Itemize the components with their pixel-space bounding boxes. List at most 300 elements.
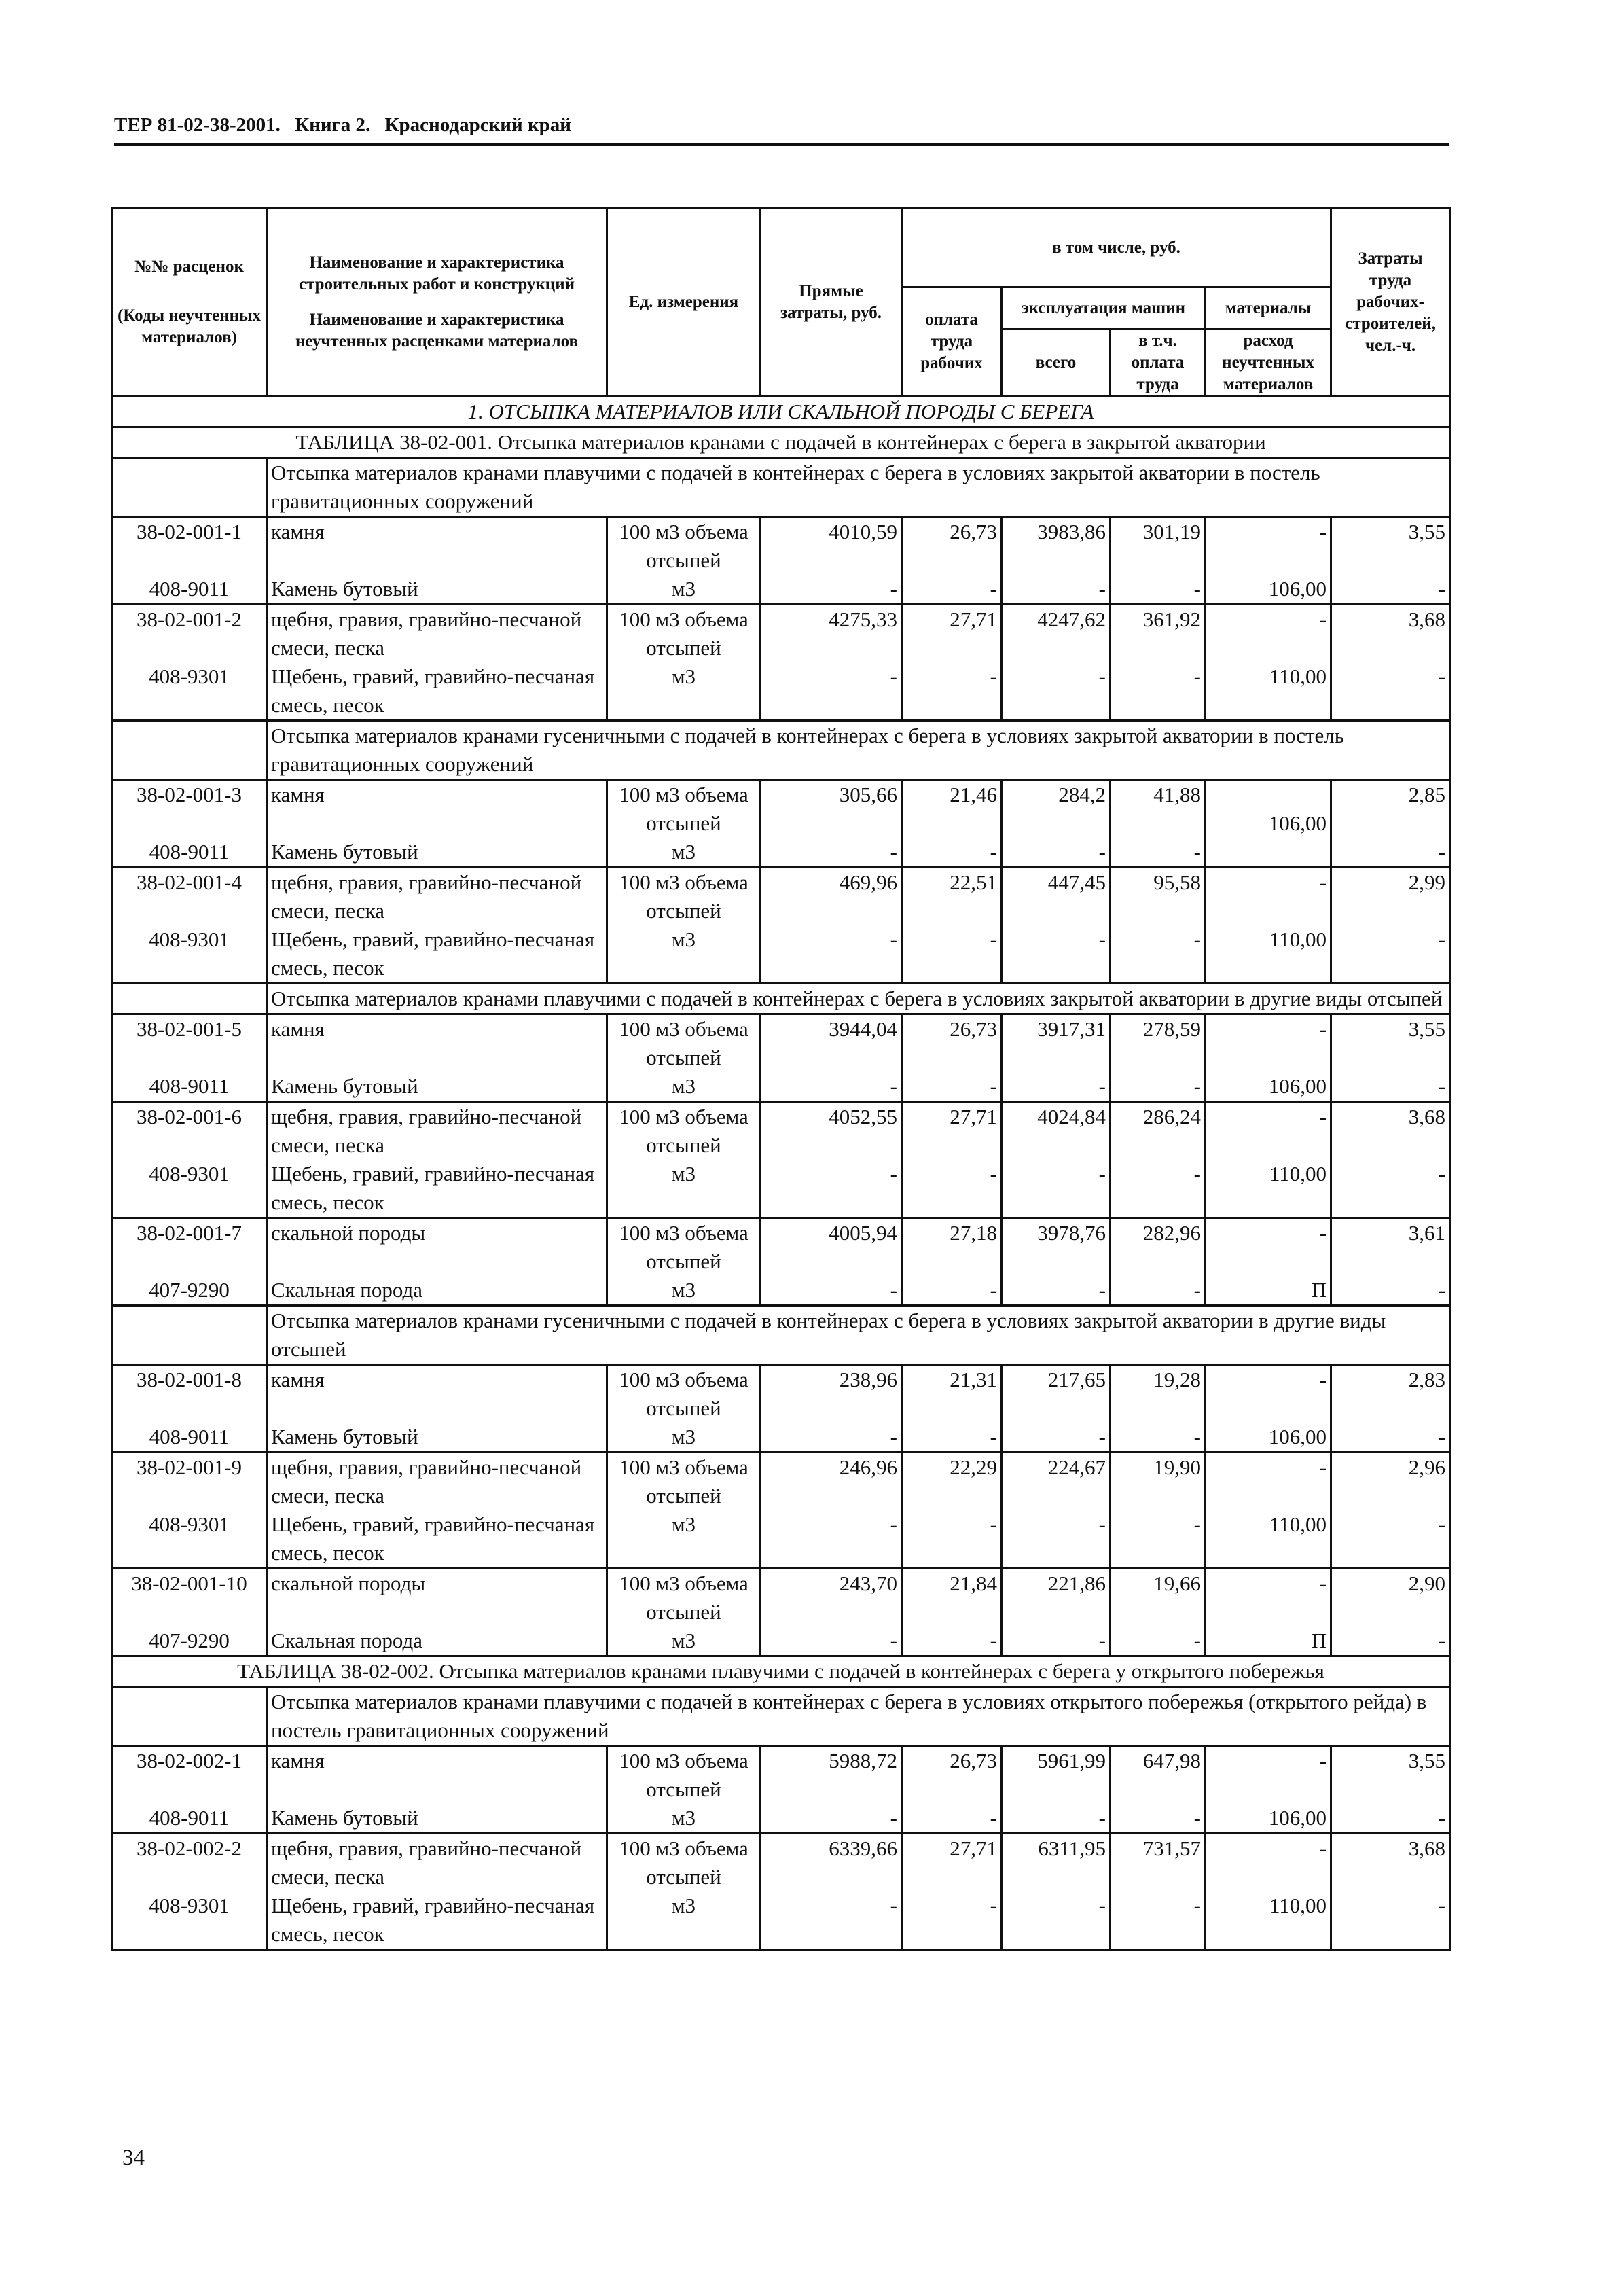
value-labor-cell — [902, 1453, 1002, 1569]
material-unit: м3 — [671, 1425, 696, 1448]
value-mach-cell — [1002, 1834, 1111, 1950]
material-unit: м3 — [671, 1629, 696, 1652]
table-row — [112, 1834, 1450, 1950]
material-name: Щебень, гравий, гравийно-песчаная смесь, песок — [271, 927, 595, 980]
work-name-cell — [267, 1365, 607, 1453]
value-mach_labor-cell — [1111, 1569, 1206, 1656]
rate-code: 38-02-001-6 — [137, 1105, 242, 1128]
material-unit: м3 — [671, 1278, 696, 1302]
value-direct-cell — [761, 605, 902, 721]
value-hours: 2,85 — [1408, 783, 1446, 806]
material-value-mach: - — [1098, 1894, 1106, 1917]
material-value-hours: - — [1438, 664, 1446, 688]
work-name: щебня, гравия, гравийно-песчаной смеси, песка — [271, 1105, 582, 1157]
rate-code: 38-02-001-10 — [131, 1571, 247, 1595]
header-code: ТЕР 81-02-38-2001. — [114, 114, 281, 136]
value-mach_labor-cell — [1111, 605, 1206, 721]
value-direct-cell — [761, 780, 902, 868]
value-mach_labor-cell — [1111, 1746, 1206, 1834]
value-direct-cell — [761, 517, 902, 605]
work-name: камня — [271, 783, 325, 806]
col-head-labor-hours: Затраты труда рабочих-строителей, чел.-ч. — [1331, 209, 1450, 397]
value-mach-cell — [1002, 1365, 1111, 1453]
material-value-mach_labor: - — [1193, 1278, 1201, 1302]
group-heading: Отсыпка материалов кранами плавучими с подачей в контейнерах с берега в условиях закрытой акватории в другие виды отсыпей — [267, 984, 1450, 1014]
value-mach-cell — [1002, 868, 1111, 984]
group-heading: Отсыпка материалов кранами плавучими с подачей в контейнерах с берега в условиях открытого побережья (открытого рейда) в постель гравитационных сооружений — [267, 1687, 1450, 1746]
material-name: Щебень, гравий, гравийно-песчаная смесь, песок — [271, 664, 595, 717]
value-hours-cell — [1331, 1102, 1450, 1218]
value-hours: 2,96 — [1408, 1455, 1446, 1479]
value-mach_labor: 301,19 — [1142, 520, 1201, 544]
value-hours: 2,99 — [1408, 870, 1446, 894]
value-hours-cell — [1331, 780, 1450, 868]
group-heading-row — [112, 1687, 1450, 1746]
value-mat: - — [1319, 1105, 1327, 1128]
rate-code: 38-02-001-5 — [137, 1017, 242, 1041]
page-number: 34 — [122, 2146, 145, 2170]
value-direct: 246,96 — [839, 1455, 897, 1479]
table-row — [112, 1569, 1450, 1656]
material-value-labor: - — [990, 1425, 997, 1448]
work-name-cell — [267, 1746, 607, 1834]
value-labor-cell — [902, 605, 1002, 721]
value-direct: 243,70 — [839, 1571, 897, 1595]
material-value-labor: - — [990, 664, 997, 688]
rate-code-cell — [112, 605, 267, 721]
value-mach_labor: 41,88 — [1153, 783, 1201, 806]
rate-code: 38-02-001-4 — [137, 870, 242, 894]
material-value-direct: - — [890, 664, 897, 688]
material-value-hours: - — [1438, 1278, 1446, 1302]
material-value-hours: - — [1438, 1074, 1446, 1098]
value-mach_labor-cell — [1111, 1453, 1206, 1569]
value-labor: 22,51 — [950, 870, 997, 894]
material-code: 408-9301 — [149, 664, 230, 688]
material-value-labor: - — [990, 927, 997, 951]
value-mat-cell — [1206, 1218, 1331, 1306]
material-value-direct: - — [890, 840, 897, 864]
value-direct-cell — [761, 1453, 902, 1569]
value-mat: - — [1319, 870, 1327, 894]
table-body — [112, 397, 1450, 1950]
value-mach-cell — [1002, 1102, 1111, 1218]
unit: 100 м3 объема отсыпей — [619, 1017, 748, 1069]
material-value-mat: 106,00 — [1268, 577, 1327, 601]
material-value-mach_labor: - — [1193, 1806, 1201, 1830]
value-hours: 3,68 — [1408, 607, 1446, 631]
value-mat: - — [1319, 1368, 1327, 1391]
material-value-mach: - — [1098, 927, 1106, 951]
material-value-mach: - — [1098, 1278, 1106, 1302]
value-direct: 469,96 — [839, 870, 897, 894]
table-row — [112, 1014, 1450, 1102]
value-mach_labor: 282,96 — [1142, 1221, 1201, 1245]
col-head-including: в том числе, руб. — [902, 209, 1331, 287]
value-direct-cell — [761, 1569, 902, 1656]
value-mach: 3983,86 — [1037, 520, 1106, 544]
material-value-mat: 106,00 — [1268, 1806, 1327, 1830]
material-value-mach_labor: - — [1193, 664, 1201, 688]
material-value-mat: 106,00 — [1268, 811, 1327, 835]
material-value-labor: - — [990, 840, 997, 864]
value-mach: 224,67 — [1047, 1455, 1106, 1479]
material-value-mach: - — [1098, 664, 1106, 688]
value-labor-cell — [902, 1218, 1002, 1306]
rate-code-cell — [112, 517, 267, 605]
material-name: Камень бутовый — [271, 577, 418, 601]
value-mat-cell — [1206, 780, 1331, 868]
value-labor-cell — [902, 1102, 1002, 1218]
col-head-machines: эксплуатация машин — [1002, 287, 1206, 330]
unit-cell — [607, 1218, 761, 1306]
value-hours: 3,61 — [1408, 1221, 1446, 1245]
value-hours: 3,55 — [1408, 1749, 1446, 1773]
value-hours-cell — [1331, 1218, 1450, 1306]
material-value-mach: - — [1098, 1162, 1106, 1186]
material-value-hours: - — [1438, 1629, 1446, 1652]
material-value-mach_labor: - — [1193, 1512, 1201, 1536]
value-mach_labor-cell — [1111, 780, 1206, 868]
material-value-mach_labor: - — [1193, 577, 1201, 601]
table-row — [112, 1746, 1450, 1834]
material-name: Скальная порода — [271, 1278, 422, 1302]
value-mach_labor: 731,57 — [1142, 1836, 1201, 1860]
material-code: 408-9011 — [149, 1425, 230, 1448]
value-labor: 27,18 — [950, 1221, 997, 1245]
value-mat: - — [1319, 520, 1327, 544]
work-name-cell — [267, 605, 607, 721]
work-name-cell — [267, 1014, 607, 1102]
value-direct: 238,96 — [839, 1368, 897, 1391]
value-direct-cell — [761, 1102, 902, 1218]
value-labor: 26,73 — [950, 520, 997, 544]
table-row — [112, 605, 1450, 721]
value-mach: 5961,99 — [1037, 1749, 1106, 1773]
value-mach_labor-cell — [1111, 517, 1206, 605]
rate-code: 38-02-001-2 — [137, 607, 242, 631]
value-hours-cell — [1331, 605, 1450, 721]
material-unit: м3 — [671, 1894, 696, 1917]
material-value-labor: - — [990, 1894, 997, 1917]
rate-code-cell — [112, 868, 267, 984]
value-hours: 2,83 — [1408, 1368, 1446, 1391]
value-direct-cell — [761, 1746, 902, 1834]
material-value-hours: - — [1438, 1894, 1446, 1917]
material-code: 407-9290 — [149, 1278, 230, 1302]
material-unit: м3 — [671, 1806, 696, 1830]
col-head-materials: материалы — [1206, 287, 1331, 330]
unit-cell — [607, 1102, 761, 1218]
value-labor: 26,73 — [950, 1749, 997, 1773]
rate-code: 38-02-001-1 — [137, 520, 242, 544]
material-value-hours: - — [1438, 1512, 1446, 1536]
material-unit: м3 — [671, 1074, 696, 1098]
col-head-machines-total: всего — [1002, 330, 1111, 397]
col-head-labor: оплата труда рабочих — [902, 287, 1002, 397]
table-row — [112, 517, 1450, 605]
value-mach-cell — [1002, 605, 1111, 721]
group-heading-row — [112, 458, 1450, 517]
value-direct-cell — [761, 1365, 902, 1453]
value-mat: - — [1319, 1749, 1327, 1773]
value-mat: - — [1319, 607, 1327, 631]
group-heading: Отсыпка материалов кранами гусеничными с подачей в контейнерах с берега в условиях закрытой акватории в другие виды отсыпей — [267, 1306, 1450, 1365]
value-hours-cell — [1331, 1746, 1450, 1834]
material-value-mach: - — [1098, 1425, 1106, 1448]
rate-code-cell — [112, 1569, 267, 1656]
material-unit: м3 — [671, 1512, 696, 1536]
value-mach_labor: 278,59 — [1142, 1017, 1201, 1041]
value-direct: 5988,72 — [829, 1749, 897, 1773]
value-mat-cell — [1206, 605, 1331, 721]
material-value-hours: - — [1438, 840, 1446, 864]
work-name-cell — [267, 1453, 607, 1569]
value-mat-cell — [1206, 868, 1331, 984]
material-value-mat: 110,00 — [1269, 1894, 1327, 1917]
material-code: 408-9011 — [149, 1074, 230, 1098]
work-name: камня — [271, 1749, 325, 1773]
value-direct: 4005,94 — [829, 1221, 897, 1245]
unit-cell — [607, 1569, 761, 1656]
material-value-mach: - — [1098, 1512, 1106, 1536]
unit: 100 м3 объема отсыпей — [619, 1221, 748, 1273]
unit: 100 м3 объема отсыпей — [619, 520, 748, 572]
material-value-labor: - — [990, 1806, 997, 1830]
value-labor: 26,73 — [950, 1017, 997, 1041]
value-hours-cell — [1331, 1453, 1450, 1569]
work-name-cell — [267, 1834, 607, 1950]
rate-code-cell — [112, 1453, 267, 1569]
group-heading: Отсыпка материалов кранами плавучими с подачей в контейнерах с берега в условиях закрытой акватории в постель гравитационных сооружений — [267, 458, 1450, 517]
material-value-labor: - — [990, 1162, 997, 1186]
table-row — [112, 1453, 1450, 1569]
value-hours-cell — [1331, 1365, 1450, 1453]
running-header — [114, 113, 1449, 146]
rate-code: 38-02-002-1 — [137, 1749, 242, 1773]
work-name: щебня, гравия, гравийно-песчаной смеси, песка — [271, 1836, 582, 1889]
material-value-hours: - — [1438, 1806, 1446, 1830]
rate-code-cell — [112, 1746, 267, 1834]
group-heading-row — [112, 984, 1450, 1014]
value-mach_labor: 361,92 — [1142, 607, 1201, 631]
value-mach: 4024,84 — [1037, 1105, 1106, 1128]
value-hours-cell — [1331, 1014, 1450, 1102]
material-value-mach_labor: - — [1193, 1074, 1201, 1098]
work-name: камня — [271, 1368, 325, 1391]
value-mat-cell — [1206, 1834, 1331, 1950]
value-mach: 4247,62 — [1037, 607, 1106, 631]
work-name: камня — [271, 520, 325, 544]
col-head-unit: Ед. измерения — [607, 209, 761, 397]
value-mach_labor: 286,24 — [1142, 1105, 1201, 1128]
material-value-direct: - — [890, 577, 897, 601]
unit-cell — [607, 1746, 761, 1834]
table-row — [112, 868, 1450, 984]
value-mach-cell — [1002, 1569, 1111, 1656]
value-mat-cell — [1206, 517, 1331, 605]
unit-cell — [607, 605, 761, 721]
value-labor-cell — [902, 868, 1002, 984]
unit: 100 м3 объема отсыпей — [619, 1105, 748, 1157]
value-hours-cell — [1331, 868, 1450, 984]
value-labor: 22,29 — [950, 1455, 997, 1479]
value-direct-cell — [761, 1218, 902, 1306]
material-name: Щебень, гравий, гравийно-песчаная смесь, песок — [271, 1162, 595, 1214]
value-labor-cell — [902, 517, 1002, 605]
table-header — [112, 209, 1450, 397]
unit-cell — [607, 517, 761, 605]
value-direct-cell — [761, 868, 902, 984]
table-title-row — [112, 427, 1450, 458]
work-name: щебня, гравия, гравийно-песчаной смеси, песка — [271, 870, 582, 923]
material-value-mach: - — [1098, 840, 1106, 864]
unit-cell — [607, 1365, 761, 1453]
rates-table — [111, 207, 1451, 1951]
unit-cell — [607, 868, 761, 984]
material-value-direct: - — [890, 1162, 897, 1186]
value-mach_labor: 19,90 — [1153, 1455, 1201, 1479]
rate-code: 38-02-001-7 — [137, 1221, 242, 1245]
value-direct: 3944,04 — [829, 1017, 897, 1041]
material-code: 408-9301 — [149, 1894, 230, 1917]
value-labor: 27,71 — [950, 1836, 997, 1860]
col-head-code: №№ расценок (Коды неучтенных материалов) — [112, 209, 267, 397]
value-mach: 3917,31 — [1037, 1017, 1106, 1041]
material-value-direct: - — [890, 1425, 897, 1448]
rate-code: 38-02-001-3 — [137, 783, 242, 806]
unit: 100 м3 объема отсыпей — [619, 1368, 748, 1420]
unit: 100 м3 объема отсыпей — [619, 870, 748, 923]
value-labor-cell — [902, 1569, 1002, 1656]
value-labor: 21,84 — [950, 1571, 997, 1595]
value-mach_labor: 19,66 — [1153, 1571, 1201, 1595]
material-value-mach_labor: - — [1193, 1894, 1201, 1917]
material-code: 408-9011 — [149, 1806, 230, 1830]
work-name: скальной породы — [271, 1221, 426, 1245]
work-name-cell — [267, 1569, 607, 1656]
material-code: 408-9301 — [149, 1512, 230, 1536]
value-direct: 4052,55 — [829, 1105, 897, 1128]
material-name: Щебень, гравий, гравийно-песчаная смесь, песок — [271, 1894, 595, 1946]
material-value-mat: П — [1311, 1629, 1327, 1652]
rate-code: 38-02-001-8 — [137, 1368, 242, 1391]
value-mach_labor-cell — [1111, 1102, 1206, 1218]
rate-code-cell — [112, 1014, 267, 1102]
value-direct: 6339,66 — [829, 1836, 897, 1860]
material-value-mach: - — [1098, 1629, 1106, 1652]
material-value-mach: - — [1098, 577, 1106, 601]
material-value-direct: - — [890, 1894, 897, 1917]
value-mach: 221,86 — [1047, 1571, 1106, 1595]
group-spacer — [112, 1687, 267, 1746]
value-labor: 27,71 — [950, 607, 997, 631]
rate-code-cell — [112, 1834, 267, 1950]
material-value-labor: - — [990, 1629, 997, 1652]
table-title: ТАБЛИЦА 38-02-002. Отсыпка материалов кранами плавучими с подачей в контейнерах с берега у открытого побережья — [112, 1656, 1450, 1687]
rate-code-cell — [112, 1218, 267, 1306]
material-value-mach: - — [1098, 1074, 1106, 1098]
unit: 100 м3 объема отсыпей — [619, 1836, 748, 1889]
work-name-cell — [267, 517, 607, 605]
value-labor-cell — [902, 780, 1002, 868]
unit: 100 м3 объема отсыпей — [619, 1455, 748, 1508]
material-unit: м3 — [671, 1162, 696, 1186]
material-value-mach_labor: - — [1193, 1425, 1201, 1448]
col-head-materials-usage: расход неучтенных материалов — [1206, 330, 1331, 397]
value-mat: - — [1319, 1571, 1327, 1595]
material-value-mach_labor: - — [1193, 1162, 1201, 1186]
value-mach-cell — [1002, 1218, 1111, 1306]
table-title-row — [112, 1656, 1450, 1687]
value-mach_labor-cell — [1111, 1834, 1206, 1950]
value-hours-cell — [1331, 1569, 1450, 1656]
value-hours: 3,68 — [1408, 1836, 1446, 1860]
material-value-mat: 110,00 — [1269, 927, 1327, 951]
value-mach: 447,45 — [1047, 870, 1106, 894]
group-heading-row — [112, 721, 1450, 780]
value-direct-cell — [761, 1834, 902, 1950]
material-value-direct: - — [890, 1629, 897, 1652]
unit: 100 м3 объема отсыпей — [619, 783, 748, 835]
work-name: щебня, гравия, гравийно-песчаной смеси, песка — [271, 1455, 582, 1508]
value-labor: 27,71 — [950, 1105, 997, 1128]
material-value-direct: - — [890, 927, 897, 951]
material-unit: м3 — [671, 927, 696, 951]
value-mat-cell — [1206, 1453, 1331, 1569]
value-mach_labor-cell — [1111, 1218, 1206, 1306]
material-value-direct: - — [890, 1806, 897, 1830]
material-value-hours: - — [1438, 1162, 1446, 1186]
material-value-mat: 110,00 — [1269, 1512, 1327, 1536]
value-labor: 21,46 — [950, 783, 997, 806]
value-mat-cell — [1206, 1569, 1331, 1656]
material-name: Камень бутовый — [271, 1074, 418, 1098]
work-name: скальной породы — [271, 1571, 426, 1595]
material-value-mat: 106,00 — [1268, 1074, 1327, 1098]
value-hours: 3,55 — [1408, 1017, 1446, 1041]
value-mach-cell — [1002, 780, 1111, 868]
value-hours-cell — [1331, 1834, 1450, 1950]
material-value-mach_labor: - — [1193, 840, 1201, 864]
value-labor-cell — [902, 1365, 1002, 1453]
value-mach_labor: 647,98 — [1142, 1749, 1201, 1773]
group-heading-row — [112, 1306, 1450, 1365]
value-labor-cell — [902, 1014, 1002, 1102]
col-head-direct: Прямые затраты, руб. — [761, 209, 902, 397]
unit-cell — [607, 1834, 761, 1950]
material-unit: м3 — [671, 577, 696, 601]
group-spacer — [112, 984, 267, 1014]
header-book: Книга 2. — [295, 114, 371, 136]
unit: 100 м3 объема отсыпей — [619, 1749, 748, 1801]
value-mat-cell — [1206, 1365, 1331, 1453]
col-head-name: Наименование и характеристика строительных работ и конструкций Наименование и характеристика неучтенных расценками материалов — [267, 209, 607, 397]
value-hours: 3,55 — [1408, 520, 1446, 544]
section-title: 1. ОТСЫПКА МАТЕРИАЛОВ ИЛИ СКАЛЬНОЙ ПОРОДЫ С БЕРЕГА — [112, 397, 1450, 427]
material-value-mach: - — [1098, 1806, 1106, 1830]
material-code: 408-9301 — [149, 927, 230, 951]
value-mach_labor: 95,58 — [1153, 870, 1201, 894]
table-title: ТАБЛИЦА 38-02-001. Отсыпка материалов кранами с подачей в контейнерах с берега в закрытой акватории — [112, 427, 1450, 458]
material-value-labor: - — [990, 1074, 997, 1098]
work-name-cell — [267, 1218, 607, 1306]
value-mach_labor: 19,28 — [1153, 1368, 1201, 1391]
value-mat: - — [1319, 1836, 1327, 1860]
material-value-hours: - — [1438, 1425, 1446, 1448]
material-value-direct: - — [890, 1278, 897, 1302]
material-value-hours: - — [1438, 927, 1446, 951]
